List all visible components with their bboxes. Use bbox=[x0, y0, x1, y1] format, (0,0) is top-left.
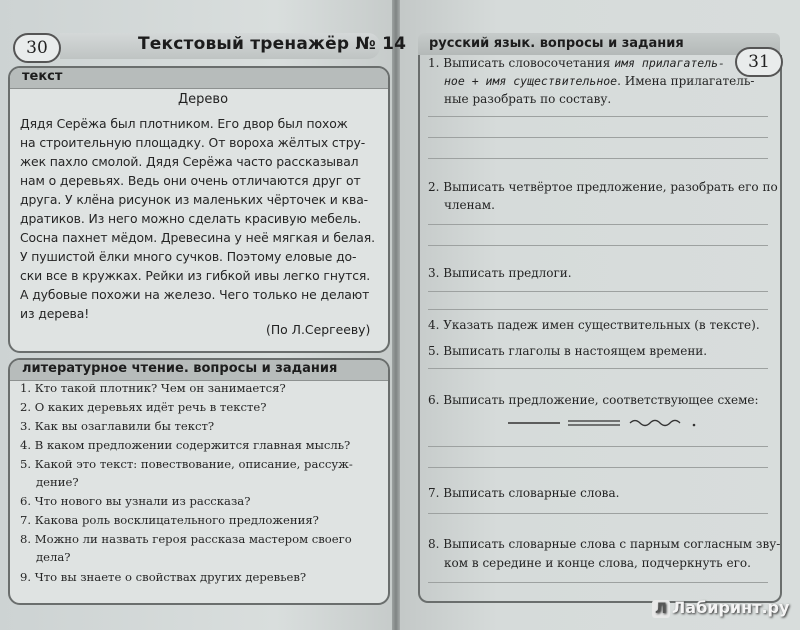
page-number-left: 30 bbox=[13, 33, 61, 63]
question-line: 9. Что вы знаете о свойствах других деревьев? bbox=[20, 570, 307, 584]
section-title: русский язык. вопросы и задания bbox=[429, 36, 684, 51]
task-1-line bbox=[444, 74, 754, 88]
answer-line bbox=[428, 158, 768, 159]
task-8-line: ком в середине и конце слова, подчеркнуть его. bbox=[444, 556, 751, 570]
book-gutter bbox=[392, 0, 400, 630]
question-line: дение? bbox=[36, 475, 79, 489]
task-1-line bbox=[428, 56, 725, 70]
question-line: 3. Как вы озаглавили бы текст? bbox=[20, 419, 215, 433]
question-line: 2. О каких деревьях идёт речь в тексте? bbox=[20, 400, 267, 414]
answer-line bbox=[428, 116, 768, 117]
question-line: 8. Можно ли назвать героя рассказа мастером своего bbox=[20, 532, 352, 546]
story-line: жек пахло смолой. Дядя Серёжа часто рассказывал bbox=[20, 154, 359, 169]
story-line: друга. У клёна рисунок из маленьких чёрточек и ква- bbox=[20, 192, 369, 207]
story-title: Дерево bbox=[178, 92, 229, 107]
answer-line bbox=[428, 137, 768, 138]
story-line: Сосна пахнет мёдом. Древесина у неё мягкая и белая. bbox=[20, 230, 375, 245]
scheme-period bbox=[693, 424, 696, 427]
page-title: Текстовый тренажёр № 14 bbox=[138, 34, 407, 54]
task-2-line: 2. Выписать четвёртое предложение, разобрать его по bbox=[428, 180, 778, 194]
text-box-title-bar bbox=[10, 68, 388, 89]
answer-line bbox=[428, 446, 768, 447]
task-3-line: 3. Выписать предлоги. bbox=[428, 266, 572, 280]
story-line: нам о деревьях. Ведь они очень отличаются друг от bbox=[20, 173, 361, 188]
story-source: (По Л.Сергееву) bbox=[266, 322, 371, 337]
answer-line bbox=[428, 309, 768, 310]
story-line: дратиков. Из него можно сделать красивую мебель. bbox=[20, 211, 362, 226]
task-italic-text: имя прилагатель- bbox=[614, 56, 725, 70]
task-1-line: ные разобрать по составу. bbox=[444, 92, 612, 106]
answer-line bbox=[428, 224, 768, 225]
task-8-line: 8. Выписать словарные слова с парным согласным зву- bbox=[428, 537, 781, 551]
task-5-line: 5. Выписать глаголы в настоящем времени. bbox=[428, 344, 708, 358]
questions-box-label: литературное чтение. вопросы и задания bbox=[22, 361, 338, 376]
story-line: на строительную площадку. От вороха жёлтых стру- bbox=[20, 135, 366, 150]
answer-line bbox=[428, 513, 768, 514]
task-2-line: членам. bbox=[444, 198, 495, 212]
story-line: из дерева! bbox=[20, 306, 90, 321]
question-line: 7. Какова роль восклицательного предложения? bbox=[20, 513, 319, 527]
task-italic-text: ное + имя существительное bbox=[444, 74, 618, 88]
labirint-logo-icon: Л bbox=[652, 600, 670, 618]
text-box-label: текст bbox=[22, 69, 63, 84]
questions-box-title-bar bbox=[10, 360, 388, 381]
task-4-line: 4. Указать падеж имен существительных (в тексте). bbox=[428, 318, 760, 332]
task-text: 1. Выписать словосочетания bbox=[428, 56, 615, 70]
task-6-line: 6. Выписать предложение, соответствующее схеме: bbox=[428, 393, 759, 407]
answer-line bbox=[428, 467, 768, 468]
sentence-scheme bbox=[508, 414, 698, 430]
question-line: 4. В каком предложении содержится главная мысль? bbox=[20, 438, 351, 452]
answer-line bbox=[428, 291, 768, 292]
story-line: Дядя Серёжа был плотником. Его двор был похож bbox=[20, 116, 348, 131]
question-line: 6. Что нового вы узнали из рассказа? bbox=[20, 494, 251, 508]
question-line: 5. Какой это текст: повествование, описание, рассуж- bbox=[20, 457, 353, 471]
watermark-text: Лабиринт.ру bbox=[672, 598, 790, 617]
answer-line bbox=[428, 245, 768, 246]
question-line: дела? bbox=[36, 550, 71, 564]
story-line: У пушистой ёлки много сучков. Поэтому еловые до- bbox=[20, 249, 357, 264]
answer-line bbox=[428, 368, 768, 369]
answer-line bbox=[428, 582, 768, 583]
task-text: . Имена прилагатель- bbox=[617, 74, 755, 88]
story-line: А дубовые похожи на железо. Чего только не делают bbox=[20, 287, 370, 302]
scheme-wavy-underline bbox=[630, 421, 680, 426]
page-number-right: 31 bbox=[735, 47, 783, 77]
question-line: 1. Кто такой плотник? Чем он занимается? bbox=[20, 381, 286, 395]
task-7-line: 7. Выписать словарные слова. bbox=[428, 486, 620, 500]
story-line: ски все в кружках. Рейки из гибкой ивы легко гнутся. bbox=[20, 268, 371, 283]
watermark bbox=[652, 598, 789, 618]
